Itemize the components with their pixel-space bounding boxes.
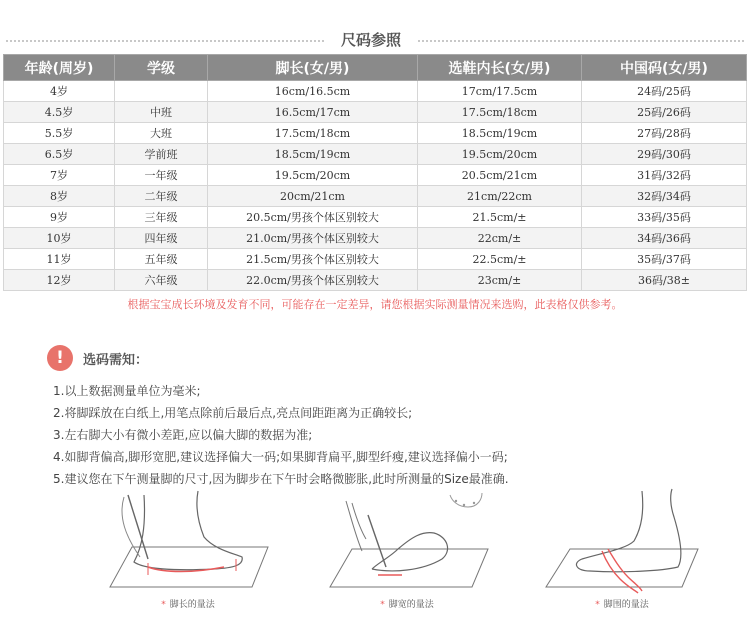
cell-cn-size: 32码/34码 bbox=[582, 186, 747, 207]
caption-foot-width bbox=[322, 597, 492, 610]
cell-cn-size: 27码/28码 bbox=[582, 123, 747, 144]
tips-list bbox=[53, 380, 509, 490]
cell-foot-length: 21.5cm/男孩个体区别较大 bbox=[208, 249, 418, 270]
section-title-row bbox=[0, 30, 750, 50]
cell-foot-length: 20.5cm/男孩个体区别较大 bbox=[208, 207, 418, 228]
caption-foot-length bbox=[104, 597, 272, 610]
cell-age: 8岁 bbox=[4, 186, 115, 207]
caption-star: * bbox=[380, 600, 385, 610]
caption-star: * bbox=[595, 600, 600, 610]
cell-cn-size: 25码/26码 bbox=[582, 102, 747, 123]
size-chart-table bbox=[3, 54, 747, 291]
cell-foot-length: 16cm/16.5cm bbox=[208, 81, 418, 102]
cell-insole-length: 22.5cm/± bbox=[418, 249, 582, 270]
cell-insole-length: 23cm/± bbox=[418, 270, 582, 291]
cell-cn-size: 36码/38± bbox=[582, 270, 747, 291]
section-title: 尺码参照 bbox=[340, 31, 401, 49]
cell-age: 4.5岁 bbox=[4, 102, 115, 123]
caption-star: * bbox=[161, 600, 166, 610]
exclamation-icon: ! bbox=[47, 345, 73, 371]
cell-grade: 大班 bbox=[115, 123, 208, 144]
table-row bbox=[4, 144, 747, 165]
tips-title: 选码需知： bbox=[83, 353, 149, 368]
cell-age: 4岁 bbox=[4, 81, 115, 102]
cell-insole-length: 21.5cm/± bbox=[418, 207, 582, 228]
cell-grade: 五年级 bbox=[115, 249, 208, 270]
header-cn-size: 中国码(女/男) bbox=[582, 55, 747, 81]
foot-length-drawing bbox=[104, 487, 272, 597]
caption-foot-girth bbox=[542, 597, 702, 610]
cell-cn-size: 35码/37码 bbox=[582, 249, 747, 270]
foot-girth-illustration bbox=[542, 487, 702, 635]
cell-foot-length: 22.0cm/男孩个体区别较大 bbox=[208, 270, 418, 291]
foot-length-illustration bbox=[104, 487, 272, 635]
cell-insole-length: 17.5cm/18cm bbox=[418, 102, 582, 123]
cell-age: 12岁 bbox=[4, 270, 115, 291]
cell-grade: 二年级 bbox=[115, 186, 208, 207]
header-grade: 学级 bbox=[115, 55, 208, 81]
cell-foot-length: 16.5cm/17cm bbox=[208, 102, 418, 123]
cell-cn-size: 24码/25码 bbox=[582, 81, 747, 102]
cell-grade: 四年级 bbox=[115, 228, 208, 249]
reference-note: 根据宝宝成长环境及发育不同，可能存在一定差异，请您根据实际测量情况来选购，此表格仅供参考。 bbox=[127, 298, 623, 311]
cell-insole-length: 20.5cm/21cm bbox=[418, 165, 582, 186]
cell-grade: 三年级 bbox=[115, 207, 208, 228]
cell-foot-length: 21.0cm/男孩个体区别较大 bbox=[208, 228, 418, 249]
cell-insole-length: 22cm/± bbox=[418, 228, 582, 249]
cell-age: 10岁 bbox=[4, 228, 115, 249]
table-row bbox=[4, 186, 747, 207]
table-row bbox=[4, 228, 747, 249]
cell-insole-length: 17cm/17.5cm bbox=[418, 81, 582, 102]
table-header-row bbox=[4, 55, 747, 81]
tip-item: 5.建议您在下午测量脚的尺寸,因为脚步在下午时会略微膨胀,此时所测量的Size最准确. bbox=[53, 472, 509, 486]
cell-grade: 学前班 bbox=[115, 144, 208, 165]
header-foot-length: 脚长(女/男) bbox=[208, 55, 418, 81]
cell-grade bbox=[115, 81, 208, 102]
cell-insole-length: 18.5cm/19cm bbox=[418, 123, 582, 144]
cell-cn-size: 31码/32码 bbox=[582, 165, 747, 186]
cell-age: 6.5岁 bbox=[4, 144, 115, 165]
cell-foot-length: 18.5cm/19cm bbox=[208, 144, 418, 165]
tip-item: 2.将脚踩放在白纸上,用笔点除前后最后点,亮点间距距离为正确较长; bbox=[53, 406, 413, 420]
dotted-divider-left bbox=[6, 40, 324, 42]
table-row bbox=[4, 123, 747, 144]
header-insole-length: 选鞋内长(女/男) bbox=[418, 55, 582, 81]
cell-age: 9岁 bbox=[4, 207, 115, 228]
tip-item: 1.以上数据测量单位为毫米; bbox=[53, 384, 201, 398]
cell-cn-size: 29码/30码 bbox=[582, 144, 747, 165]
caption-text: 脚宽的量法 bbox=[388, 600, 434, 610]
cell-foot-length: 17.5cm/18cm bbox=[208, 123, 418, 144]
table-row bbox=[4, 270, 747, 291]
cell-cn-size: 34码/36码 bbox=[582, 228, 747, 249]
cell-cn-size: 33码/35码 bbox=[582, 207, 747, 228]
table-row bbox=[4, 102, 747, 123]
header-age: 年龄(周岁) bbox=[4, 55, 115, 81]
table-row bbox=[4, 81, 747, 102]
foot-width-illustration bbox=[322, 487, 492, 635]
foot-girth-drawing bbox=[542, 487, 702, 597]
dotted-divider-right bbox=[418, 40, 744, 42]
cell-foot-length: 19.5cm/20cm bbox=[208, 165, 418, 186]
cell-age: 7岁 bbox=[4, 165, 115, 186]
tip-item: 4.如脚背偏高,脚形宽肥,建议选择偏大一码;如果脚背扁平,脚型纤瘦,建议选择偏小一码; bbox=[53, 450, 508, 464]
cell-insole-length: 19.5cm/20cm bbox=[418, 144, 582, 165]
tip-item: 3.左右脚大小有微小差距,应以偏大脚的数据为准; bbox=[53, 428, 313, 442]
table-row bbox=[4, 165, 747, 186]
cell-foot-length: 20cm/21cm bbox=[208, 186, 418, 207]
caption-text: 脚围的量法 bbox=[603, 600, 649, 610]
caption-text: 脚长的量法 bbox=[169, 600, 215, 610]
cell-grade: 中班 bbox=[115, 102, 208, 123]
table-row bbox=[4, 207, 747, 228]
cell-grade: 一年级 bbox=[115, 165, 208, 186]
cell-age: 5.5岁 bbox=[4, 123, 115, 144]
cell-age: 11岁 bbox=[4, 249, 115, 270]
cell-insole-length: 21cm/22cm bbox=[418, 186, 582, 207]
table-row bbox=[4, 249, 747, 270]
cell-grade: 六年级 bbox=[115, 270, 208, 291]
foot-width-drawing bbox=[322, 487, 492, 597]
